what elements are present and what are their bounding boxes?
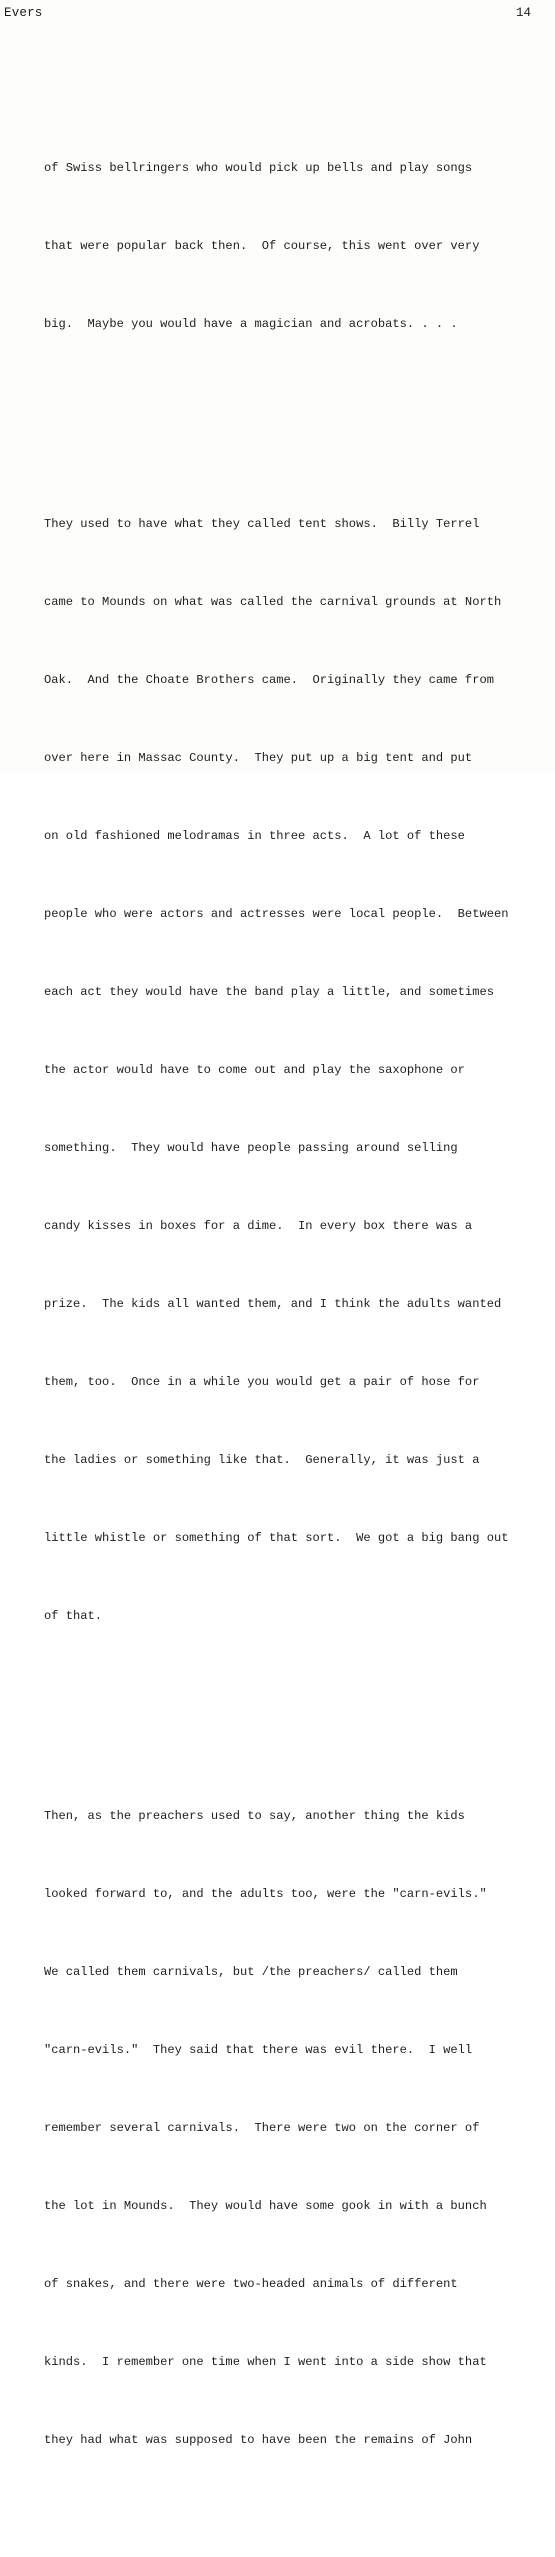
text-line: came to Mounds on what was called the carnival grounds at North [44, 595, 502, 609]
text-line: little whistle or something of that sort. We got a big bang out [44, 1531, 509, 1545]
text-line: remember several carnivals. There were two on the corner of [44, 2121, 480, 2135]
text-line: of that. [44, 1609, 103, 1623]
text-line: they had what was supposed to have been the remains of John [44, 2433, 473, 2447]
text-line: looked forward to, and the adults too, were the "carn-evils." [44, 1887, 487, 1901]
text-line: the actor would have to come out and play the saxophone or [44, 1063, 465, 1077]
header-name: Evers [4, 6, 43, 20]
text-line: each act they would have the band play a little, and sometimes [44, 985, 494, 999]
text-line: of snakes, and there were two-headed animals of different [44, 2277, 458, 2291]
text-line: them, too. Once in a while you would get a pair of hose for [44, 1375, 480, 1389]
text-line: on old fashioned melodramas in three acts. A lot of these [44, 829, 465, 843]
page-number: 14 [515, 6, 531, 20]
text-line: the lot in Mounds. They would have some gook in with a bunch [44, 2199, 487, 2213]
text-line: big. Maybe you would have a magician and acrobats. . . . [44, 317, 458, 331]
text-line: Oak. And the Choate Brothers came. Originally they came from [44, 673, 494, 687]
text-line: something. They would have people passing around selling [44, 1141, 458, 1155]
text-line: of Swiss bellringers who would pick up bells and play songs [44, 161, 473, 175]
text-line: that were popular back then. Of course, this went over very [44, 239, 480, 253]
paragraph-1 [44, 103, 549, 389]
text-line: over here in Massac County. They put up a big tent and put [44, 751, 473, 765]
text-line: Then, as the preachers used to say, another thing the kids [44, 1809, 465, 1823]
text-line: the ladies or something like that. Generally, it was just a [44, 1453, 480, 1467]
paragraph-2 [44, 459, 549, 1681]
text-line: They used to have what they called tent shows. Billy Terrel [44, 517, 480, 531]
text-line: kinds. I remember one time when I went into a side show that [44, 2355, 487, 2369]
paragraph-3 [44, 1751, 549, 2505]
page-body [44, 51, 549, 2557]
text-line: candy kisses in boxes for a dime. In every box there was a [44, 1219, 473, 1233]
text-line: people who were actors and actresses were local people. Between [44, 907, 509, 921]
text-line: We called them carnivals, but /the preachers/ called them [44, 1965, 458, 1979]
text-line: prize. The kids all wanted them, and I think the adults wanted [44, 1297, 502, 1311]
text-line: "carn-evils." They said that there was evil there. I well [44, 2043, 473, 2057]
